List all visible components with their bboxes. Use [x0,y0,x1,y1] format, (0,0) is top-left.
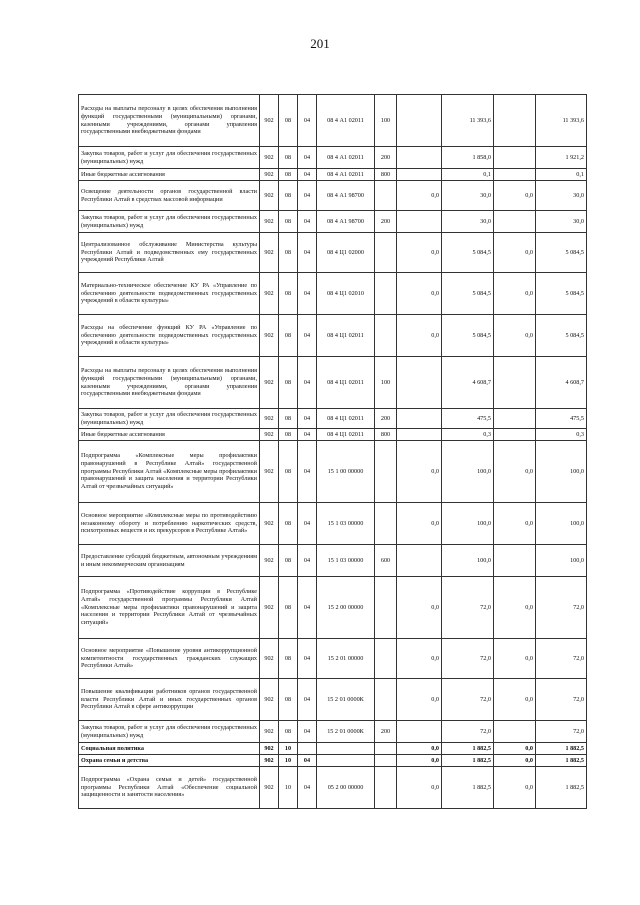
row-vr-cell [375,315,397,357]
row-csr-cell: 08 4 Ц1 02010 [317,273,375,315]
row-gr-cell: 902 [260,409,279,429]
row-rz-cell: 08 [279,95,298,147]
row-csr-cell: 08 4 Ц1 02011 [317,357,375,409]
row-csr-cell [317,743,375,755]
row-name-cell: Предоставление субсидий бюджетным, автономным учреждениям и иным некоммерческим организациям [79,545,260,577]
budget-table [78,94,587,809]
row-pr-cell: 04 [298,147,317,169]
row-v4-cell: 30,0 [536,211,587,233]
row-csr-cell [317,755,375,767]
table-row [79,679,587,721]
row-v1-cell: 0,0 [397,767,442,809]
row-pr-cell: 04 [298,679,317,721]
row-v3-cell: 0,0 [494,233,536,273]
row-pr-cell: 04 [298,545,317,577]
row-v1-cell [397,429,442,441]
row-name-cell: Освещение деятельности органов государственной власти Республики Алтай в средствах массовой информации [79,181,260,211]
row-csr-cell: 08 4 А1 02011 [317,95,375,147]
row-rz-cell: 10 [279,743,298,755]
row-v2-cell: 4 608,7 [442,357,494,409]
page-number: 201 [310,36,330,51]
row-rz-cell: 08 [279,429,298,441]
row-name-cell: Материально-техническое обеспечение КУ РА «Управление по обеспечению деятельности подведомственных государственных учреждений в области культуры» [79,273,260,315]
row-name-cell: Основное мероприятие «Комплексные меры по противодействию незаконному обороту и потреблению наркотических средств, психотропных веществ и их прекурсоров в Республике Алтай» [79,503,260,545]
row-name-cell: Закупка товаров, работ и услуг для обеспечения государственных (муниципальных) нужд [79,211,260,233]
row-v3-cell: 0,0 [494,503,536,545]
row-gr-cell: 902 [260,743,279,755]
row-v2-cell: 30,0 [442,181,494,211]
row-name-cell: Централизованное обслуживание Министерства культуры Республики Алтай и подведомственных ему государственных учреждений Республики Алтай [79,233,260,273]
row-rz-cell: 08 [279,315,298,357]
table-row [79,767,587,809]
row-v3-cell [494,169,536,181]
row-gr-cell: 902 [260,169,279,181]
row-name-cell: Расходы на выплаты персоналу в целях обеспечения выполнения функций государственными (муниципальными) органами, казенными учреждениями, органами управления государственными внебюджетными фондами [79,95,260,147]
row-name-cell: Расходы на выплаты персоналу в целях обеспечения выполнения функций государственными (муниципальными) органами, казенными учреждениями, органами управления государственными внебюджетными фондами [79,357,260,409]
row-csr-cell: 08 4 А1 02011 [317,147,375,169]
table-row [79,181,587,211]
row-v1-cell: 0,0 [397,755,442,767]
row-v3-cell: 0,0 [494,755,536,767]
row-gr-cell: 902 [260,441,279,503]
row-rz-cell: 10 [279,755,298,767]
row-v3-cell [494,211,536,233]
row-v1-cell: 0,0 [397,503,442,545]
table-row [79,545,587,577]
row-rz-cell: 08 [279,147,298,169]
row-gr-cell: 902 [260,357,279,409]
row-v4-cell: 1 921,2 [536,147,587,169]
row-vr-cell [375,743,397,755]
row-v1-cell: 0,0 [397,233,442,273]
row-v1-cell: 0,0 [397,181,442,211]
row-csr-cell: 15 1 03 00000 [317,503,375,545]
table-row [79,315,587,357]
table-row [79,503,587,545]
row-rz-cell: 08 [279,441,298,503]
row-csr-cell: 15 2 00 00000 [317,577,375,639]
row-v4-cell: 5 084,5 [536,233,587,273]
row-pr-cell: 04 [298,503,317,545]
row-pr-cell: 04 [298,409,317,429]
row-csr-cell: 05 2 00 00000 [317,767,375,809]
row-rz-cell: 08 [279,169,298,181]
row-v3-cell: 0,0 [494,679,536,721]
row-v2-cell: 72,0 [442,679,494,721]
row-pr-cell: 04 [298,315,317,357]
row-v1-cell [397,147,442,169]
table-row [79,409,587,429]
row-v3-cell [494,409,536,429]
row-rz-cell: 08 [279,409,298,429]
row-vr-cell: 100 [375,357,397,409]
row-v2-cell: 11 393,6 [442,95,494,147]
row-gr-cell: 902 [260,639,279,679]
row-v2-cell: 5 084,5 [442,273,494,315]
row-v4-cell: 100,0 [536,441,587,503]
row-vr-cell [375,577,397,639]
row-vr-cell [375,181,397,211]
row-v2-cell: 100,0 [442,545,494,577]
table-row [79,755,587,767]
row-v4-cell: 1 882,5 [536,767,587,809]
row-v3-cell: 0,0 [494,441,536,503]
row-vr-cell [375,441,397,503]
row-vr-cell: 800 [375,169,397,181]
table-row [79,233,587,273]
row-v4-cell: 11 393,6 [536,95,587,147]
row-v1-cell: 0,0 [397,315,442,357]
row-vr-cell: 800 [375,429,397,441]
table-row [79,577,587,639]
row-vr-cell [375,273,397,315]
table-row [79,721,587,743]
row-v4-cell: 72,0 [536,639,587,679]
row-vr-cell: 100 [375,95,397,147]
table-row [79,211,587,233]
row-pr-cell: 04 [298,429,317,441]
row-pr-cell: 04 [298,211,317,233]
row-v4-cell: 100,0 [536,503,587,545]
row-pr-cell: 04 [298,273,317,315]
row-v2-cell: 5 084,5 [442,233,494,273]
row-pr-cell: 04 [298,233,317,273]
row-name-cell: Подпрограмма «Противодействие коррупции в Республике Алтай» государственной программы Республики Алтай «Комплексные меры профилактики правонарушений и защита населения и территории Республики Алтай от чрезвычайных ситуаций» [79,577,260,639]
row-gr-cell: 902 [260,95,279,147]
row-name-cell: Иные бюджетные ассигнования [79,429,260,441]
row-csr-cell: 08 4 А1 98700 [317,181,375,211]
row-v3-cell [494,147,536,169]
row-v2-cell: 1 882,5 [442,767,494,809]
row-vr-cell: 200 [375,211,397,233]
row-v4-cell: 0,1 [536,169,587,181]
row-csr-cell: 08 4 Ц1 02011 [317,315,375,357]
row-rz-cell: 08 [279,679,298,721]
row-rz-cell: 08 [279,233,298,273]
row-v2-cell: 475,5 [442,409,494,429]
row-name-cell: Социальная политика [79,743,260,755]
row-rz-cell: 08 [279,577,298,639]
row-v4-cell: 72,0 [536,577,587,639]
row-v1-cell: 0,0 [397,273,442,315]
row-v4-cell: 0,3 [536,429,587,441]
row-gr-cell: 902 [260,273,279,315]
row-v1-cell: 0,0 [397,441,442,503]
row-csr-cell: 15 1 03 00000 [317,545,375,577]
row-vr-cell [375,755,397,767]
row-vr-cell: 600 [375,545,397,577]
row-gr-cell: 902 [260,147,279,169]
row-csr-cell: 08 4 Ц1 02011 [317,429,375,441]
row-v3-cell: 0,0 [494,577,536,639]
row-v4-cell: 1 882,5 [536,755,587,767]
row-vr-cell [375,767,397,809]
row-v1-cell [397,409,442,429]
row-v3-cell: 0,0 [494,767,536,809]
row-v3-cell [494,357,536,409]
row-gr-cell: 902 [260,429,279,441]
row-v2-cell: 72,0 [442,721,494,743]
row-gr-cell: 902 [260,545,279,577]
row-v2-cell: 5 084,5 [442,315,494,357]
row-pr-cell: 04 [298,721,317,743]
row-v4-cell: 5 084,5 [536,315,587,357]
row-gr-cell: 902 [260,721,279,743]
row-v3-cell [494,721,536,743]
row-v3-cell: 0,0 [494,743,536,755]
row-v3-cell: 0,0 [494,181,536,211]
row-v1-cell: 0,0 [397,679,442,721]
table-row [79,357,587,409]
row-v3-cell [494,95,536,147]
row-rz-cell: 08 [279,211,298,233]
row-gr-cell: 902 [260,577,279,639]
row-rz-cell: 08 [279,181,298,211]
row-rz-cell: 08 [279,545,298,577]
row-csr-cell: 15 2 01 0000К [317,721,375,743]
row-name-cell: Закупка товаров, работ и услуг для обеспечения государственных (муниципальных) нужд [79,721,260,743]
row-v2-cell: 30,0 [442,211,494,233]
row-v4-cell: 1 882,5 [536,743,587,755]
table-row [79,169,587,181]
row-vr-cell: 200 [375,721,397,743]
row-name-cell: Подпрограмма «Охрана семьи и детей» государственной программы Республики Алтай «Обеспечение социальной защищенности и занятости населения» [79,767,260,809]
row-csr-cell: 08 4 А1 98700 [317,211,375,233]
row-v1-cell: 0,0 [397,743,442,755]
row-vr-cell [375,233,397,273]
table-row [79,441,587,503]
table-row [79,639,587,679]
table-row [79,429,587,441]
row-pr-cell: 04 [298,441,317,503]
row-gr-cell: 902 [260,233,279,273]
row-pr-cell: 04 [298,767,317,809]
row-name-cell: Охрана семьи и детства [79,755,260,767]
row-vr-cell: 200 [375,147,397,169]
row-v1-cell [397,169,442,181]
row-gr-cell: 902 [260,503,279,545]
row-v4-cell: 72,0 [536,721,587,743]
row-pr-cell: 04 [298,357,317,409]
row-name-cell: Иные бюджетные ассигнования [79,169,260,181]
row-csr-cell: 15 2 01 00000 [317,639,375,679]
row-pr-cell: 04 [298,755,317,767]
row-v2-cell: 1 882,5 [442,755,494,767]
row-name-cell: Подпрограмма «Комплексные меры профилактики правонарушений в Республике Алтай» государственной программы Республики Алтай «Комплексные меры профилактики правонарушений и защита населения и территории Республики Алтай от чрезвычайных ситуаций» [79,441,260,503]
row-pr-cell: 04 [298,169,317,181]
row-v1-cell [397,211,442,233]
row-vr-cell [375,639,397,679]
row-vr-cell [375,679,397,721]
row-v1-cell: 0,0 [397,639,442,679]
row-v1-cell [397,721,442,743]
row-vr-cell: 200 [375,409,397,429]
row-name-cell: Закупка товаров, работ и услуг для обеспечения государственных (муниципальных) нужд [79,409,260,429]
row-v2-cell: 72,0 [442,639,494,679]
row-gr-cell: 902 [260,767,279,809]
table-row [79,743,587,755]
row-v3-cell: 0,0 [494,639,536,679]
row-rz-cell: 08 [279,721,298,743]
row-rz-cell: 08 [279,357,298,409]
row-name-cell: Расходы на обеспечение функций КУ РА «Управление по обеспечению деятельности подведомственных государственных учреждений в области культуры» [79,315,260,357]
row-pr-cell: 04 [298,181,317,211]
row-v2-cell: 0,1 [442,169,494,181]
row-v4-cell: 72,0 [536,679,587,721]
row-csr-cell: 08 4 Ц1 02000 [317,233,375,273]
table-row [79,147,587,169]
row-gr-cell: 902 [260,679,279,721]
row-v2-cell: 100,0 [442,503,494,545]
row-gr-cell: 902 [260,755,279,767]
row-rz-cell: 08 [279,273,298,315]
row-v4-cell: 100,0 [536,545,587,577]
row-v4-cell: 4 608,7 [536,357,587,409]
row-csr-cell: 15 1 00 00000 [317,441,375,503]
row-rz-cell: 08 [279,639,298,679]
row-v3-cell [494,545,536,577]
table-row [79,273,587,315]
row-v1-cell: 0,0 [397,577,442,639]
row-pr-cell: 04 [298,95,317,147]
row-gr-cell: 902 [260,315,279,357]
row-v1-cell [397,95,442,147]
row-name-cell: Закупка товаров, работ и услуг для обеспечения государственных (муниципальных) нужд [79,147,260,169]
row-csr-cell: 15 2 01 0000К [317,679,375,721]
row-name-cell: Основное мероприятие «Повышение уровня антикоррупционной компетентности государственных гражданских служащих Республики Алтай» [79,639,260,679]
row-pr-cell: 04 [298,577,317,639]
row-gr-cell: 902 [260,211,279,233]
row-rz-cell: 10 [279,767,298,809]
row-v2-cell: 72,0 [442,577,494,639]
table-row [79,95,587,147]
row-v3-cell: 0,0 [494,273,536,315]
row-v2-cell: 0,3 [442,429,494,441]
row-name-cell: Повышение квалификации работников органов государственной власти Республики Алтай и иных государственных органов Республики Алтай в сфере антикоррупции [79,679,260,721]
row-rz-cell: 08 [279,503,298,545]
row-v3-cell [494,429,536,441]
row-gr-cell: 902 [260,181,279,211]
row-v1-cell [397,545,442,577]
row-v4-cell: 30,0 [536,181,587,211]
row-pr-cell: 04 [298,639,317,679]
row-v1-cell [397,357,442,409]
row-v2-cell: 1 858,0 [442,147,494,169]
row-v3-cell: 0,0 [494,315,536,357]
row-vr-cell [375,503,397,545]
row-csr-cell: 08 4 Ц1 02011 [317,409,375,429]
row-csr-cell: 08 4 А1 02011 [317,169,375,181]
row-v2-cell: 100,0 [442,441,494,503]
row-pr-cell [298,743,317,755]
row-v2-cell: 1 882,5 [442,743,494,755]
row-v4-cell: 475,5 [536,409,587,429]
row-v4-cell: 5 084,5 [536,273,587,315]
